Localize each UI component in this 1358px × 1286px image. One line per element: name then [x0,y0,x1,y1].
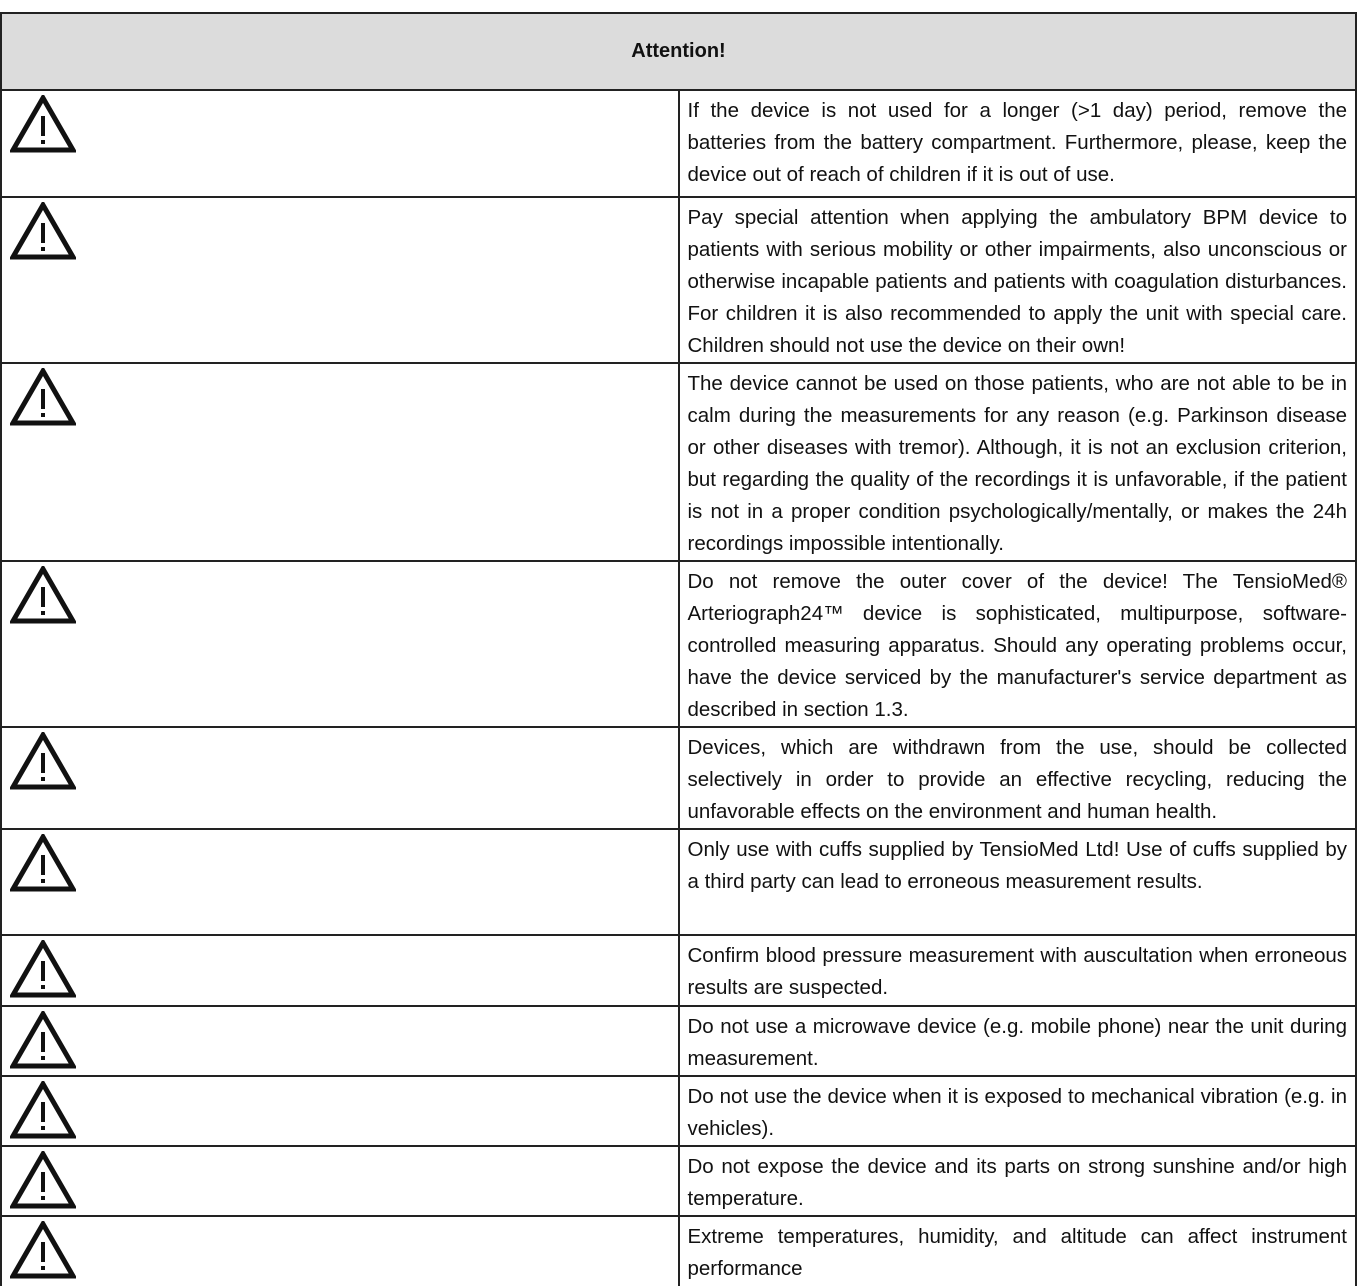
warning-text: Do not use a microwave device (e.g. mobile phone) near the unit during measurement. [679,1006,1357,1076]
icon-cell [1,1006,679,1076]
icon-cell [1,935,679,1006]
attention-heading: Attention! [1,13,1356,90]
warning-row [1,561,1356,727]
warning-row [1,197,1356,363]
warning-text: Do not remove the outer cover of the device! The TensioMed® Arteriograph24™ device is sophisticated, multipurpose, software-controlled measuring apparatus. Should any operating problems occur, have the device serviced by the manufacturer's service department as described in section 1.3. [679,561,1357,727]
warning-text: Devices, which are withdrawn from the use, should be collected selectively in order to provide an effective recycling, reducing the unfavorable effects on the environment and human health. [679,727,1357,829]
warning-triangle-icon [10,566,76,624]
warning-triangle-icon [10,1081,76,1139]
warning-row [1,829,1356,935]
icon-cell [1,363,679,561]
warning-triangle-icon [10,732,76,790]
warning-text: Only use with cuffs supplied by TensioMed Ltd! Use of cuffs supplied by a third party can lead to erroneous measurement results. [679,829,1357,935]
warning-triangle-icon [10,1011,76,1069]
icon-cell [1,197,679,363]
warning-text: Confirm blood pressure measurement with auscultation when erroneous results are suspected. [679,935,1357,1006]
warning-text: Do not use the device when it is exposed to mechanical vibration (e.g. in vehicles). [679,1076,1357,1146]
warning-row [1,1006,1356,1076]
warning-text: Do not expose the device and its parts on strong sunshine and/or high temperature. [679,1146,1357,1216]
warning-row [1,90,1356,197]
icon-cell [1,727,679,829]
warning-triangle-icon [10,940,76,998]
warning-text: Pay special attention when applying the ambulatory BPM device to patients with serious mobility or other impairments, also unconscious or otherwise incapable patients and patients with coagulation disturbances. For children it is also recommended to apply the unit with special care. Children should not use the device on their own! [679,197,1357,363]
warning-triangle-icon [10,1151,76,1209]
warning-row [1,727,1356,829]
warning-text: Extreme temperatures, humidity, and altitude can affect instrument performance [679,1216,1357,1286]
warning-triangle-icon [10,1221,76,1279]
icon-cell [1,829,679,935]
header-row [1,13,1356,90]
warning-row [1,1076,1356,1146]
icon-cell [1,90,679,197]
warning-row [1,1146,1356,1216]
warning-triangle-icon [10,834,76,892]
icon-cell [1,1216,679,1286]
warning-text: If the device is not used for a longer (>1 day) period, remove the batteries from the battery compartment. Furthermore, please, keep the device out of reach of children if it is out of use. [679,90,1357,197]
warning-row [1,1216,1356,1286]
attention-table [0,12,1357,1286]
icon-cell [1,1076,679,1146]
warning-triangle-icon [10,202,76,260]
warning-row [1,935,1356,1006]
icon-cell [1,561,679,727]
warning-triangle-icon [10,368,76,426]
warning-triangle-icon [10,95,76,153]
warning-row [1,363,1356,561]
icon-cell [1,1146,679,1216]
warning-text: The device cannot be used on those patients, who are not able to be in calm during the measurements for any reason (e.g. Parkinson disease or other diseases with tremor). Although, it is not an exclusion criterion, but regarding the quality of the recordings it is unfavorable, if the patient is not in a proper condition psychologically/mentally, or makes the 24h recordings impossible intentionally. [679,363,1357,561]
